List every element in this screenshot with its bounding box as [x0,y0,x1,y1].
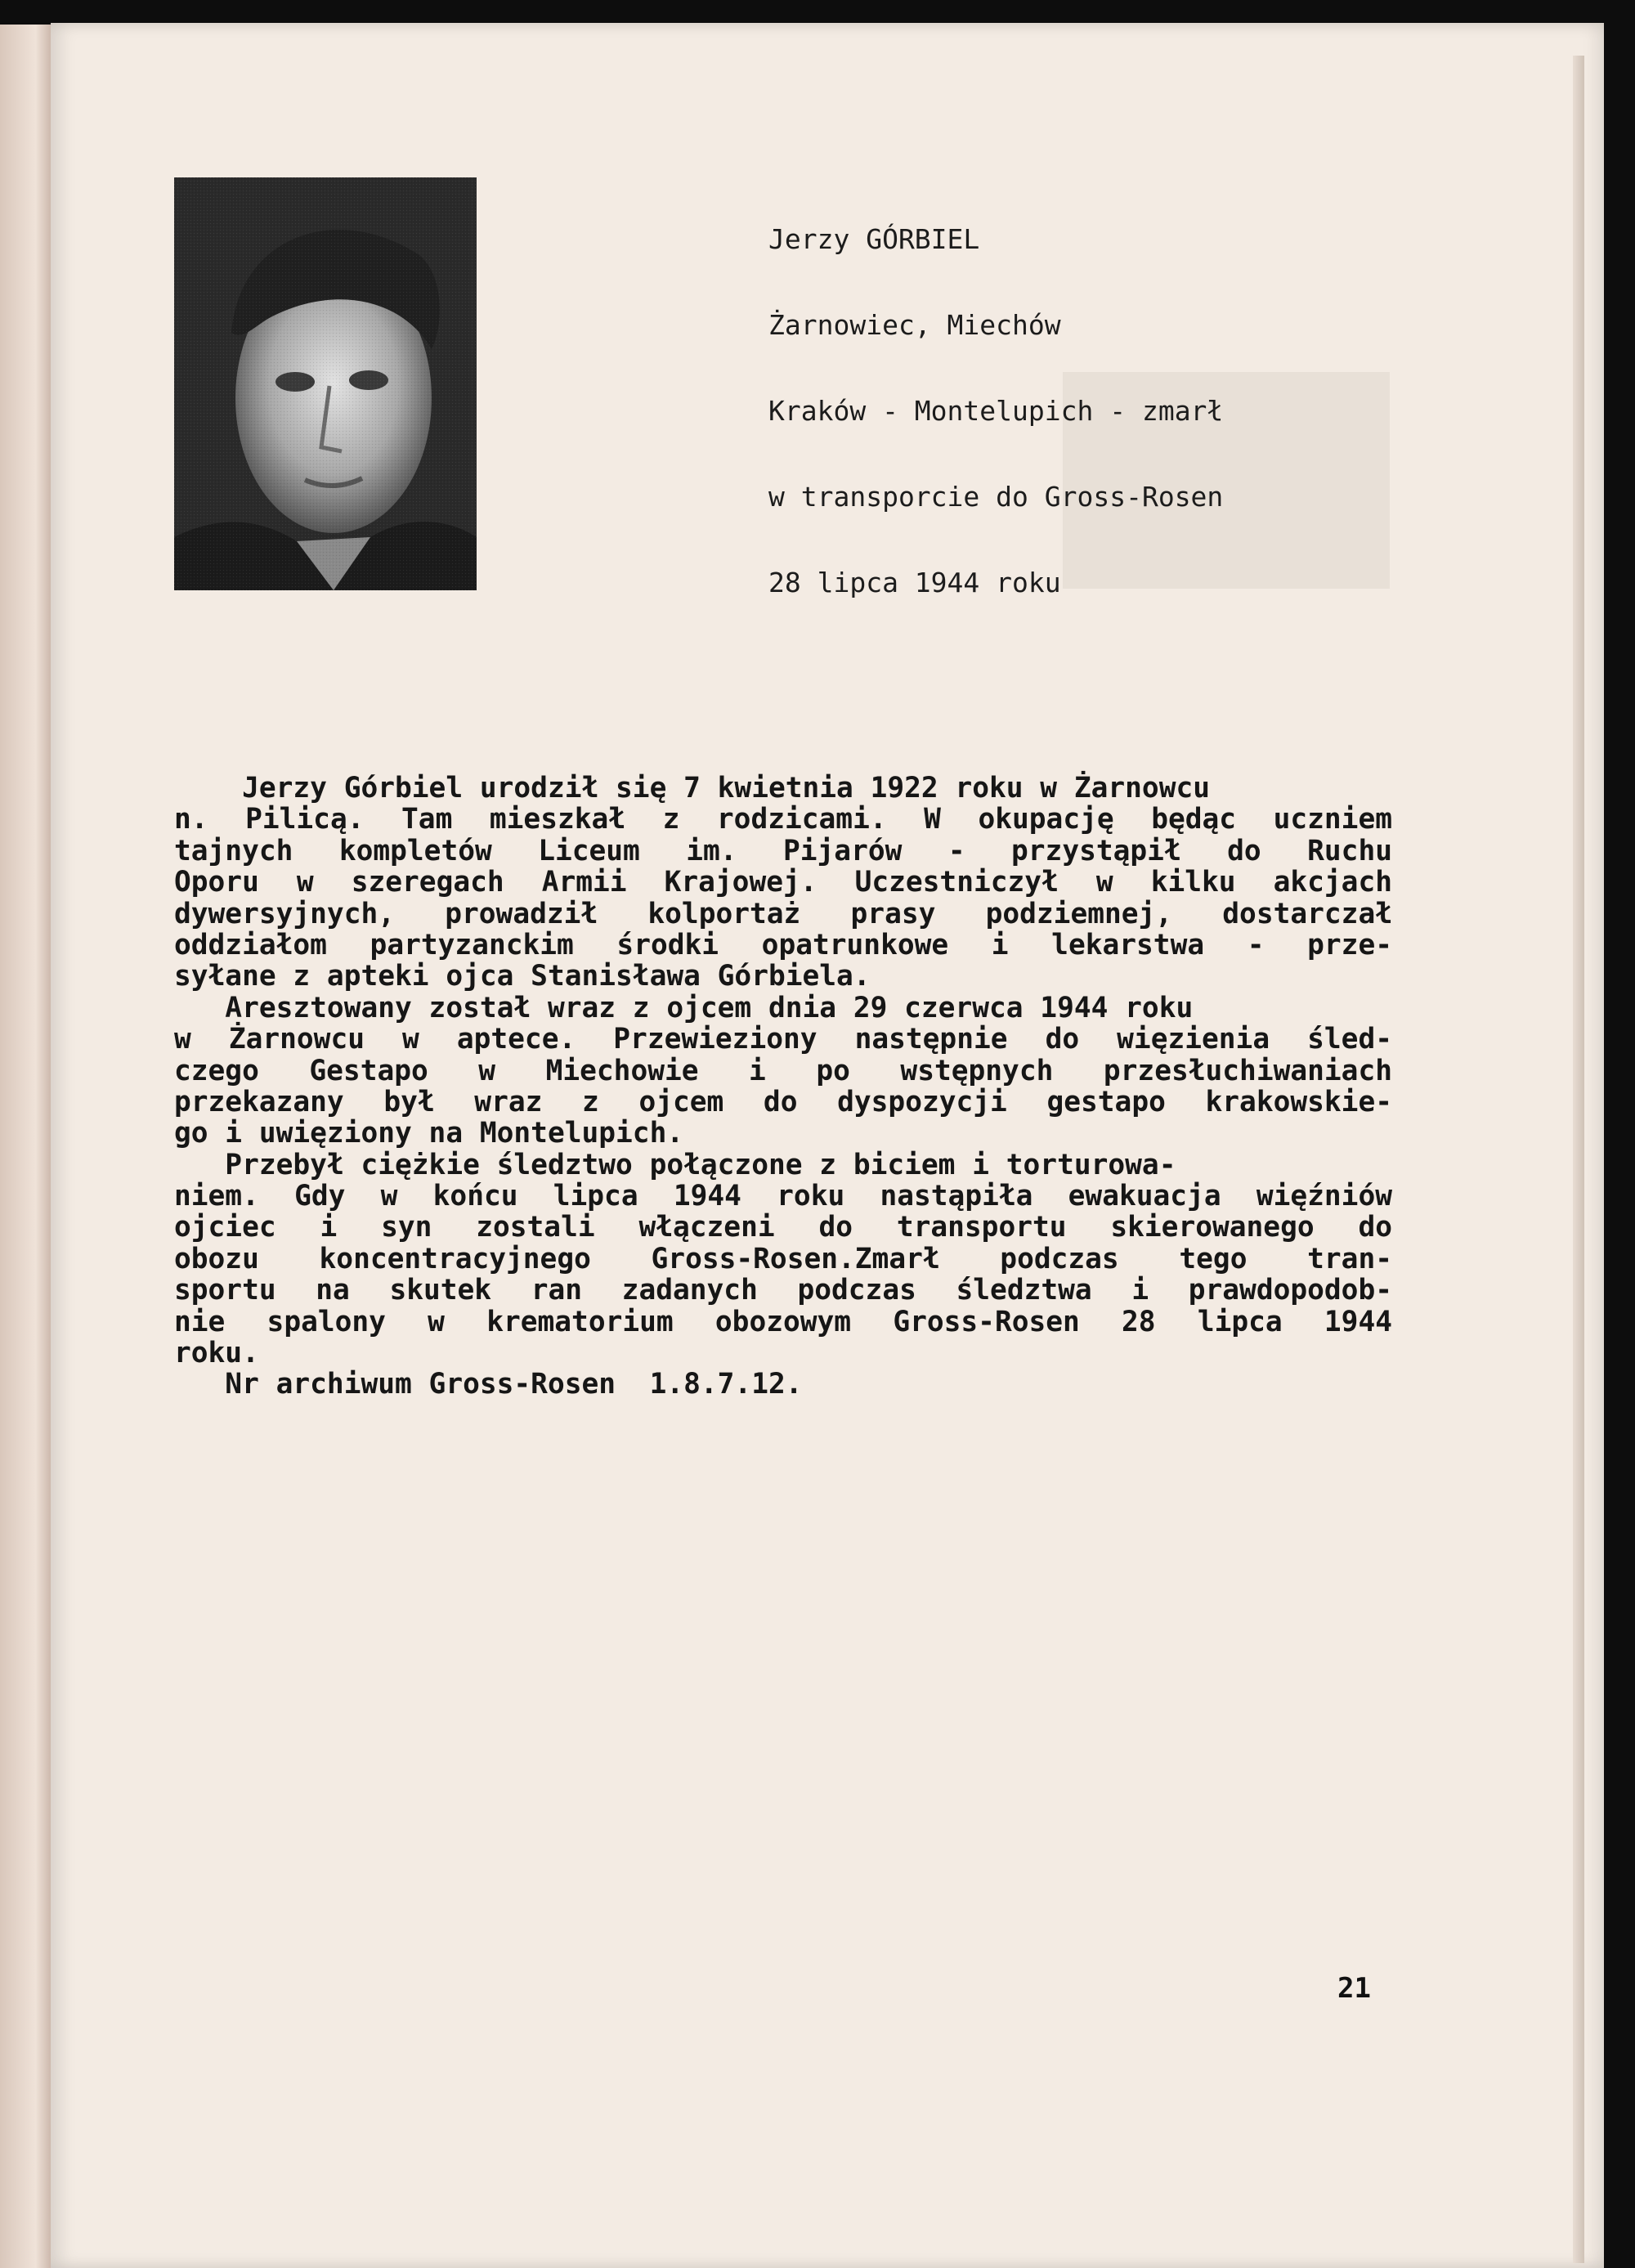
caption-name: Jerzy GÓRBIEL [768,223,980,255]
body-line: tajnych kompletów Liceum im. Pijarów - przystąpił do Ruchu [174,834,1392,867]
body-line: niem. Gdy w końcu lipca 1944 roku nastąpiła ewakuacja więźniów [174,1180,1392,1213]
body-line: n. Pilicą. Tam mieszkał z rodzicami. W okupację będąc uczniem [174,803,1392,836]
body-line: go i uwięziony na Montelupich. [174,1117,684,1150]
portrait-photo-drawing [174,177,477,590]
body-line: syłane z apteki ojca Stanisława Górbiela. [174,960,871,993]
body-line: nie spalony w krematorium obozowym Gross-Rosen 28 lipca 1944 [174,1305,1392,1338]
caption-transport: w transporcie do Gross-Rosen [768,481,1224,513]
caption-date: 28 lipca 1944 roku [768,567,1061,598]
body-line: Aresztowany został wraz z ojcem dnia 29 czerwca 1944 roku [174,991,1194,1024]
caption-places: Żarnowiec, Miechów [768,309,1061,341]
body-line: Jerzy Górbiel urodził się 7 kwietnia 1922 roku w Żarnowcu [174,772,1211,805]
body-line: Przebył ciężkie śledztwo połączone z biciem i torturowa- [174,1148,1176,1181]
page-number: 21 [1337,1972,1371,2005]
caption-block [768,168,1390,625]
body-line: dywersyjnych, prowadził kolportaż prasy podziemnej, dostarczał [174,897,1392,930]
facing-page-edge [0,25,51,2268]
page-stack-edge [1573,56,1584,2263]
portrait-photo [174,177,477,590]
body-line: oddziałom partyzanckim środki opatrunkowe i lekarstwa - prze- [174,928,1392,961]
biography-text [174,773,1392,1401]
body-line: ojciec i syn zostali włączeni do transportu skierowanego do [174,1211,1392,1244]
body-line: obozu koncentracyjnego Gross-Rosen.Zmarł podczas tego tran- [174,1242,1392,1275]
body-line: czego Gestapo w Miechowie i po wstępnych przesłuchiwaniach [174,1054,1392,1087]
body-line: przekazany był wraz z ojcem do dyspozycji gestapo krakowskie- [174,1085,1392,1118]
body-line: Nr archiwum Gross-Rosen 1.8.7.12. [174,1368,803,1401]
caption-route: Kraków - Montelupich - zmarł [768,395,1224,427]
body-line: Oporu w szeregach Armii Krajowej. Uczestniczył w kilku akcjach [174,866,1392,899]
body-line: roku. [174,1337,259,1370]
body-line: w Żarnowcu w aptece. Przewieziony następnie do więzienia śled- [174,1023,1392,1056]
body-line: sportu na skutek ran zadanych podczas śledztwa i prawdopodob- [174,1274,1392,1307]
